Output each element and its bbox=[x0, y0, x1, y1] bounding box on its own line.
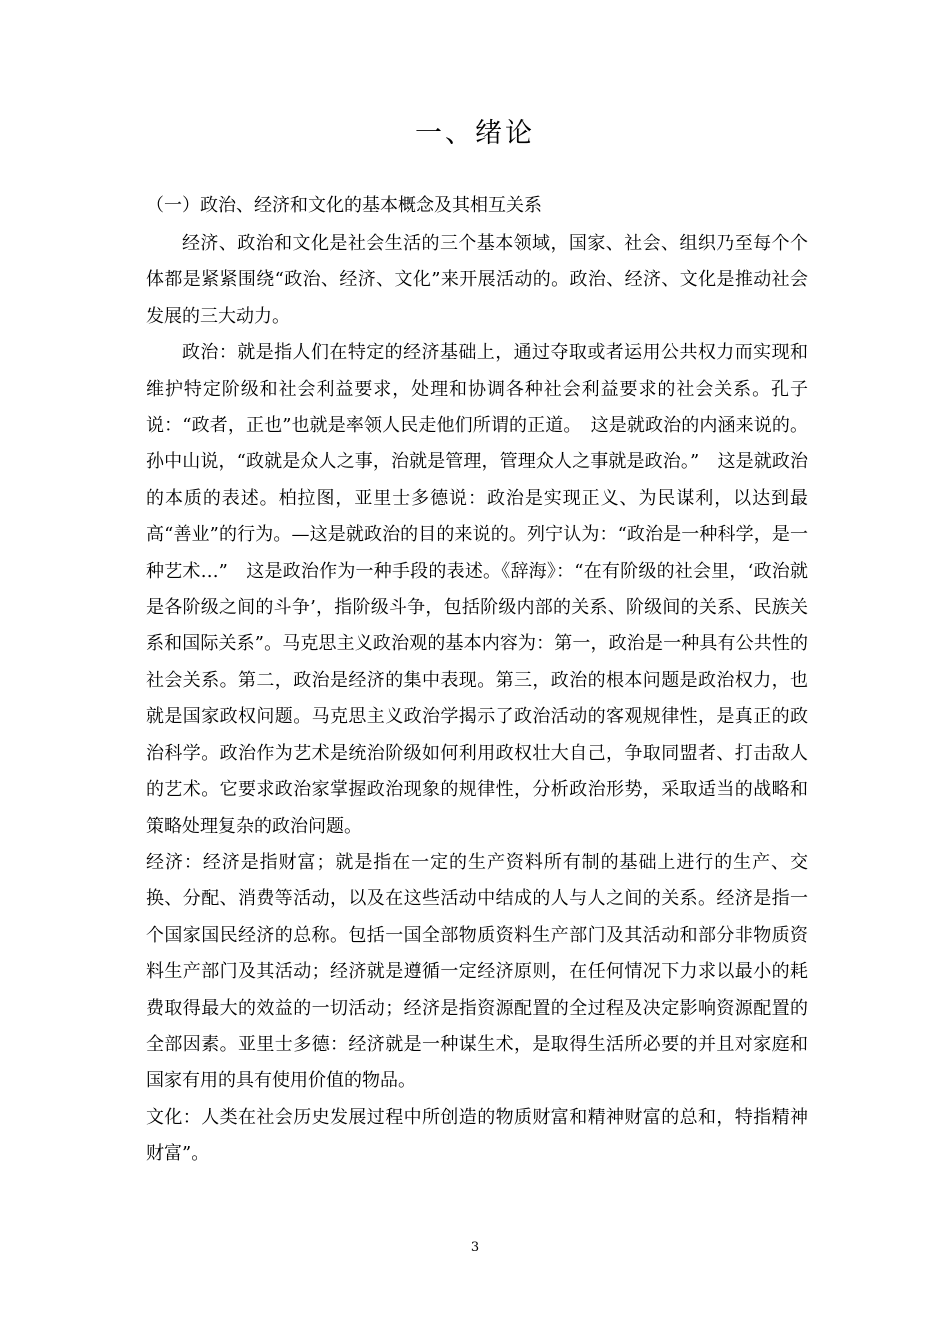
paragraph-culture: 文化：人类在社会历史发展过程中所创造的物质财富和精神财富的总和，特指精神财富”。 bbox=[146, 1106, 808, 1165]
page-number: 3 bbox=[470, 1240, 480, 1255]
chapter-title: 一、绪论 bbox=[415, 118, 535, 149]
section-heading: （一）政治、经济和文化的基本概念及其相互关系 bbox=[146, 195, 542, 216]
paragraph-politics: 政治：就是指人们在特定的经济基础上，通过夺取或者运用公共权力而实现和维护特定阶级和社会利益要求，处理和协调各种社会利益要求的社会关系。孔子说：“政者，正也”也就是率领人民走他们所谓的正道。 这是就政治的内涵来说的。孙中山说，“政就是众人之事，治就是管理，管理众人之事就是政治。” 这是就政治的本质的表述。柏拉图，亚里士多德说：政治是实现正义、为民谋利，以达到最高“善业”的行为。—这是就政治的目的来说的。列宁认为：“政治是一种科学，是一种艺术…” 这是政治作为一种手段的表述。《辞海》：“在有阶级的社会里，‘政治就是各阶级之间的斗争’，指阶级斗争，包括阶级内部的关系、阶级间的关系、民族关系和国际关系”。马克思主义政治观的基本内容为：第一，政治是一种具有公共性的社会关系。第二，政治是经济的集中表现。第三，政治的根本问题是政治权力，也就是国家政权问题。马克思主义政治学揭示了政治活动的客观规律性，是真正的政治科学。政治作为艺术是统治阶级如何利用政权壮大自己，争取同盟者、打击敌人的艺术。它要求政治家掌握政治现象的规律性，分析政治形势，采取适当的战略和策略处理复杂的政治问题。 bbox=[146, 342, 808, 837]
body-text bbox=[146, 226, 808, 1173]
paragraph-intro: 经济、政治和文化是社会生活的三个基本领域，国家、社会、组织乃至每个个体都是紧紧围绕“政治、经济、文化”来开展活动的。政治、经济、文化是推动社会发展的三大动力。 bbox=[146, 233, 808, 327]
paragraph-economy: 经济：经济是指财富；就是指在一定的生产资料所有制的基础上进行的生产、交换、分配、消费等活动，以及在这些活动中结成的人与人之间的关系。经济是指一个国家国民经济的总称。包括一国全部物质资料生产部门及其活动和部分非物质资料生产部门及其活动；经济就是遵循一定经济原则，在任何情况下力求以最小的耗费取得最大的效益的一切活动；经济是指资源配置的全过程及决定影响资源配置的全部因素。亚里士多德：经济就是一种谋生术，是取得生活所必要的并且对家庭和国家有用的具有使用价值的物品。 bbox=[146, 851, 808, 1092]
